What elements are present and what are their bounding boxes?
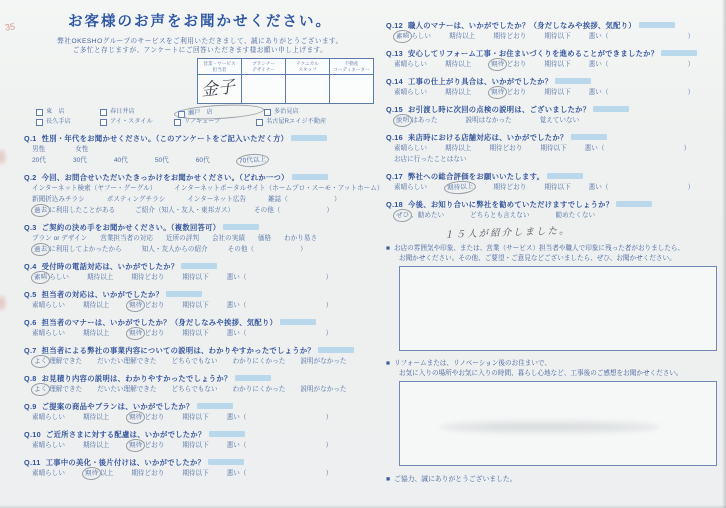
question-title [24,222,376,233]
question-title [24,133,376,144]
marker-highlight [181,263,217,269]
question-block [386,199,720,241]
answer-option: 悪い（ ） [226,470,333,477]
marker-highlight [547,173,583,179]
question-number: Q.5 [24,290,37,299]
question-block [24,429,376,451]
question-block [24,222,376,255]
marker-highlight [292,174,328,180]
answer-option: 悪い（ ） [226,442,333,449]
store-option [36,117,100,127]
answer-option-row [32,194,376,205]
marker-highlight [318,347,354,353]
answer-option: 期待 どおり [489,59,526,70]
question-number: Q.3 [24,223,37,232]
answer-option: 期待どおり [489,145,523,152]
pencil-circle-mark: 期待 [126,326,146,340]
pencil-circle-mark: 期待 [126,410,146,424]
pencil-circle-mark: 期待 [126,438,146,452]
question-text: 担当者のマナーは、いかがでしたか？（身だしなみや挨拶、気配り） [41,318,278,327]
answer-option: 男性 [32,146,46,153]
marker-highlight [208,459,244,465]
questions-right [386,20,720,241]
answer-option: 勧めたくない [555,212,596,219]
answer-option: 期待 どおり [127,440,164,451]
question-block [24,317,376,339]
question-block [386,171,720,193]
answer-option: 素晴らしい [32,442,65,449]
marker-highlight [616,201,652,207]
answer-option: 30代 [72,157,87,164]
answer-option: お店に行ったことはない [394,156,467,163]
answer-option: 期待以下 [182,442,209,449]
marker-highlight [661,50,697,56]
question-title [386,132,720,143]
answer-option: わかりにくかった [232,386,286,393]
store-label: 瀬戸 店 [187,108,213,117]
comment-prompt-line2: お聞かせください。その他、ご要望・ご意見などございましたら、ぜひ、お聞かせください。 [399,254,676,262]
question-block [24,289,376,311]
answer-option: 期待どおり [131,470,165,477]
answer-option: 素晴 らしい [32,272,69,283]
answer-option: 期待以下 [182,330,209,337]
comment-prompt: ■ リフォームまたは、リノベーション後のお住まいで、 [386,360,551,367]
pencil-circle-mark: 過去 [31,242,51,256]
question-text: 今回、お問合せいただいたきっかけをお聞かせください。（どれか一つ） [41,173,289,182]
answer-option-row [394,31,720,42]
answer-option: インターネットポータルサイト（ホームプロ・スーモ・アットホーム） [174,185,384,192]
answer-option-row [32,328,376,339]
questions-left [24,133,384,479]
closing-thanks: ■ ご協力、誠にありがとうございました。 [386,476,517,483]
intro-text-line2: ご多忙と存じますが、アンケートにご回答いただきます様お願い申し上げます。 [72,47,328,54]
handwritten-answer-note: １５人が紹介しました。 [443,225,571,241]
question-text: 来店時における店舗対応は、いかがでしたか？ [408,133,568,142]
answer-option: 期待以上 [444,89,472,96]
question-title [386,76,720,87]
pencil-circle-mark: 期待 [126,298,146,312]
store-label: 名古屋Rエイジ不動産 [266,118,327,125]
answer-option-row [32,155,376,166]
question-number: Q.2 [24,173,37,182]
answer-option: 期待以下 [182,302,209,309]
answer-option: 素晴 らしい [394,31,431,42]
question-number: Q.11 [24,458,41,467]
pencil-circle-mark: 期待 [488,85,508,99]
store-option [256,117,326,127]
pencil-circle-mark: 素晴 [31,270,51,284]
pencil-circle-mark: 期待 [82,466,102,480]
answer-option: 近所の評判 [165,235,199,242]
answer-option-row [32,412,376,423]
store-label: 多治見店 [274,108,299,115]
left-column [24,6,384,485]
question-title [24,373,376,384]
store-label: 長久手店 [46,118,71,125]
marker-highlight [555,78,591,84]
question-text: ご提案の商品やプランは、いかがでしたか？ [41,402,194,411]
answer-option: 素晴らしい [394,145,427,152]
answer-option: 説明がなかった [300,386,347,393]
comment-prompt-line2: お気に入りの場所やお気に入りの時間、暮らし心地など、工事後のご感想をお聞かせください。 [399,369,683,377]
answer-option: 期待以下 [544,61,571,68]
answer-option: 説明 はあった [394,115,438,126]
answer-option-row [32,205,376,216]
store-checkbox-group [36,107,376,127]
answer-option: 素晴らしい [394,61,427,68]
answer-option: 期待どおり [493,184,527,191]
pencil-circle-mark: 素晴 [393,29,413,43]
answer-option-row [32,468,376,479]
answer-option: 新聞折込みチラシ [32,196,85,203]
answer-option: 悪い（ ） [226,414,333,421]
marker-highlight [209,431,245,437]
answer-option-row [32,356,376,367]
answer-option: 期待 どおり [127,300,164,311]
answer-option: 20代 [32,157,46,164]
answer-option: 覚えていない [539,117,580,124]
answer-option: インターネット検索（ヤフー・グーグル） [32,185,157,192]
pencil-circle-mark: 70代以上 [235,153,269,168]
answer-option: 知人・友人からの紹介 [141,246,208,253]
store-option [264,107,299,117]
answer-option: ご紹介（知人・友人・東邦ガス） [135,207,235,214]
question-block [386,76,720,98]
question-text: お見積り内容の説明は、わかりやすかったでしょうか？ [41,374,232,383]
answer-option: 価格 [257,235,272,242]
answer-option: 期待どおり [493,33,527,40]
question-title [24,345,376,356]
answer-option-row [32,233,376,244]
answer-option: 営業担当者の対応 [100,235,153,242]
question-block [386,104,720,126]
question-title [386,20,720,31]
staff-column-header: テクニカル スタッフ [286,59,330,75]
answer-option [237,155,268,166]
question-number: Q.14 [386,77,404,86]
answer-option: ぜひ 、勧めたい [394,210,444,221]
checkbox-icon [36,119,43,126]
question-block [24,261,376,283]
answer-option: 悪い（ ） [588,184,695,191]
staff-table-area [24,55,376,105]
question-number: Q.16 [386,133,404,142]
answer-option: 期待以上 [82,414,110,421]
square-bullet-icon: ■ [386,360,390,367]
answer-option: 悪い（ ） [588,33,695,40]
question-title [386,48,720,59]
answer-option: 素晴らしい [394,89,427,96]
question-text: ご近所さまに対する配慮は、いかがでしたか？ [46,430,206,439]
question-number: Q.4 [24,262,37,271]
question-title [386,104,720,115]
question-title [386,199,720,210]
scan-edge-shadow-right [722,0,726,508]
answer-option: インターネット広告 [187,196,247,203]
comment-section-1 [386,244,720,351]
question-block [24,345,376,367]
question-number: Q.7 [24,346,37,355]
question-title [24,289,376,300]
store-option [100,117,174,127]
answer-option: 40代 [113,157,128,164]
answer-option: わかりにくかった [232,358,286,365]
question-number: Q.8 [24,374,37,383]
answer-option: その他（ ） [254,207,334,214]
question-block [24,133,376,166]
question-text: 今後、お知り合いに弊社を勧めていただけますでしょうか？ [408,200,614,209]
marker-highlight [280,319,316,325]
question-title [386,171,720,182]
question-text: 職人のマナーは、いかがでしたか？（身だしなみや挨拶、気配り） [408,21,636,30]
answer-option: 期待以下 [544,184,571,191]
question-number: Q.10 [24,430,42,439]
question-text: 工事中の美化・後片付けは、いかがでしたか？ [45,458,206,467]
question-text: 受付時の電話対応は、いかがでしたか？ [41,262,179,271]
answer-option-row [32,272,376,283]
store-label: アイ・スタイル [110,118,153,125]
answer-option: 期待以下 [544,89,571,96]
scan-ink-smudge [0,150,5,164]
answer-option: 期待 どおり [127,412,164,423]
staff-column-header: 営業・サービス 担当者 [198,59,242,75]
question-number: Q.13 [386,49,404,58]
comment-section-2 [386,359,720,466]
answer-option: 期待以下 [182,470,209,477]
answer-option-row [394,154,720,165]
question-text: お引渡し時に次回の点検の説明は、ございましたか？ [408,105,591,114]
answer-option: 悪い（ ） [588,61,695,68]
question-text: 安心してリフォーム工事・お住まいづくりを進めることができましたか？ [408,49,659,58]
store-label: 東 店 [46,108,65,115]
staff-name-cell [242,75,286,104]
store-label: リノキューブ [184,118,221,125]
question-number: Q.18 [386,200,404,209]
marker-highlight [639,22,675,28]
question-number: Q.12 [386,21,404,30]
question-text: 性別・年代をお聞かせください。（このアンケートをご記入いただく方） [41,134,289,143]
square-bullet-icon: ■ [386,245,390,252]
answer-option: どちらでもない [171,386,218,393]
answer-option: だいたい理解できた [97,358,157,365]
answer-option-row [32,144,376,155]
answer-option: 期待以上 [444,145,472,152]
checkbox-icon [100,109,107,116]
answer-option-row [394,87,720,98]
staff-name-cell [286,75,330,104]
marker-highlight [166,291,202,297]
answer-option: 期待 どおり [489,87,526,98]
handwritten-staff-name: 金子 [200,76,236,100]
question-text: 弊社への総合評価をお願いいたします。 [408,172,545,181]
right-column [386,20,720,483]
answer-option: 悪い（ ） [588,89,695,96]
checkbox-icon [174,119,181,126]
pencil-circle-mark: 期待以上 [444,180,477,195]
answer-option: 期待以下 [544,33,571,40]
question-number: Q.9 [24,402,37,411]
checkbox-icon [256,119,263,126]
staff-name-cell [198,75,242,104]
answer-option-row [32,384,376,395]
answer-option: 雑誌（ ） [268,196,341,203]
marker-highlight [197,403,233,409]
answer-option: 悪い（ ） [226,302,333,309]
answer-option: 会社の実績 [211,235,245,242]
answer-option: どちらとも言えない [470,212,530,219]
answer-option: 期待 以上 [83,468,113,479]
answer-option: 素晴らしい [394,184,427,191]
question-title [24,317,376,328]
marker-highlight [223,224,259,230]
marker-highlight [291,135,327,141]
answer-option: 説明がなかった [300,358,347,365]
answer-option-row [32,183,384,194]
staff-column-header: プランナー デザイナー [242,59,286,75]
question-block [386,48,720,70]
answer-option: どちらでもない [171,358,218,365]
answer-option-row [32,440,376,451]
marker-highlight [571,134,607,140]
answer-option: 素晴らしい [32,414,65,421]
store-row [36,107,376,117]
answer-option-row [394,59,720,70]
answer-option: 期待以下 [182,414,209,421]
answer-option: 期待以下 [540,145,567,152]
pencil-circle-mark: 説明 [393,113,413,127]
answer-option: 期待以上 [82,442,110,449]
answer-option: よく 理解できた [32,384,82,395]
question-title [24,457,376,468]
question-text: ご契約の決め手をお聞かせください。（複数回答可） [41,223,221,232]
question-number: Q.15 [386,105,404,114]
question-title [24,401,376,412]
answer-option: 悪い（ ） [226,274,333,281]
answer-option: 期待以上 [86,274,114,281]
checkbox-icon [36,109,43,116]
store-option [100,107,174,117]
answer-option: 期待どおり [131,274,165,281]
pencil-circle-mark: ぜひ [393,208,413,222]
answer-option: だいたい理解できた [97,386,157,393]
comment-prompt: ■ お店の雰囲気や印象、または、営業（サービス）担当者や職人で印象に残った者がおりましたら、 [386,245,685,252]
staff-table [197,58,374,104]
answer-option-row [32,300,376,311]
answer-option: その他（ ） [227,246,307,253]
pencil-circle-mark: よく [31,354,51,368]
answer-option: 期待以上 [448,33,476,40]
question-text: 工事の仕上がり具合は、いかがでしたか？ [408,77,553,86]
answer-option: ポスティングチラシ [106,196,166,203]
answer-option: 期待以上 [82,302,110,309]
checkbox-icon [100,119,107,126]
free-comment-box [399,381,717,466]
square-bullet-icon: ■ [386,476,391,483]
checkbox-icon [264,109,271,116]
question-text: 担当者による弊社の事業内容についての説明は、わかりやすかったでしょうか？ [41,346,316,355]
marker-highlight [235,375,271,381]
question-block [24,457,376,479]
answer-option-row [394,143,720,154]
answer-option: 過去 に利用したことがある [32,205,115,216]
answer-option: 女性 [75,146,89,153]
staff-name-cell [330,75,374,104]
answer-option-row [394,115,720,126]
answer-option: 期待 どおり [127,328,164,339]
answer-option: 素晴らしい [32,470,65,477]
question-block [24,401,376,423]
question-title [24,429,376,440]
question-number: Q.6 [24,318,37,327]
intro-text-line1: 弊社OKESHOグループのサービスをご利用いただきまして、誠にありがとうございます。 [57,38,343,45]
pencil-circle-mark: 期待 [488,57,508,71]
answer-option: 説明はなかった [465,117,512,124]
marker-highlight [593,106,629,112]
free-comment-box [399,266,717,351]
question-text: 担当者の対応は、いかがでしたか？ [41,290,164,299]
question-block [386,132,720,165]
answer-option: わかり易さ [284,235,318,242]
question-block [24,373,376,395]
answer-option-row [32,244,376,255]
checkbox-icon [178,110,185,117]
answer-option: 期待以下 [182,274,209,281]
bleed-through-smudge [440,418,660,436]
store-label: 春日井店 [110,108,135,115]
answer-option: 悪い（ ） [226,330,333,337]
answer-option: 悪い（ ） [584,145,691,152]
answer-option: 60代 [195,157,210,164]
answer-option: 素晴らしい [32,330,65,337]
handwritten-red-number: 35 [4,21,16,33]
answer-option: 期待以上 [82,330,110,337]
question-title [24,172,376,183]
answer-option: よく 理解できた [32,356,82,367]
question-block [24,172,384,216]
question-block [386,20,720,42]
page-title: お客様のお声をお聞かせください。 [68,14,332,30]
pencil-circle-mark: 過去 [31,203,51,217]
answer-option-row [394,182,720,193]
pencil-circle-mark: よく [31,382,51,396]
answer-option: 過去 に利用してよかったから [32,244,122,255]
store-option [36,107,100,117]
answer-option: 50代 [154,157,169,164]
question-title [24,261,376,272]
answer-option: 素晴らしい [32,302,65,309]
answer-option: プラン or デザイン [32,235,88,242]
question-number: Q.17 [386,172,404,181]
answer-option [445,182,475,193]
question-number: Q.1 [24,134,37,143]
staff-column-header: 不動産 コーディネーター [330,59,374,75]
answer-option: 期待以上 [444,61,472,68]
scan-ink-smudge [0,296,5,310]
